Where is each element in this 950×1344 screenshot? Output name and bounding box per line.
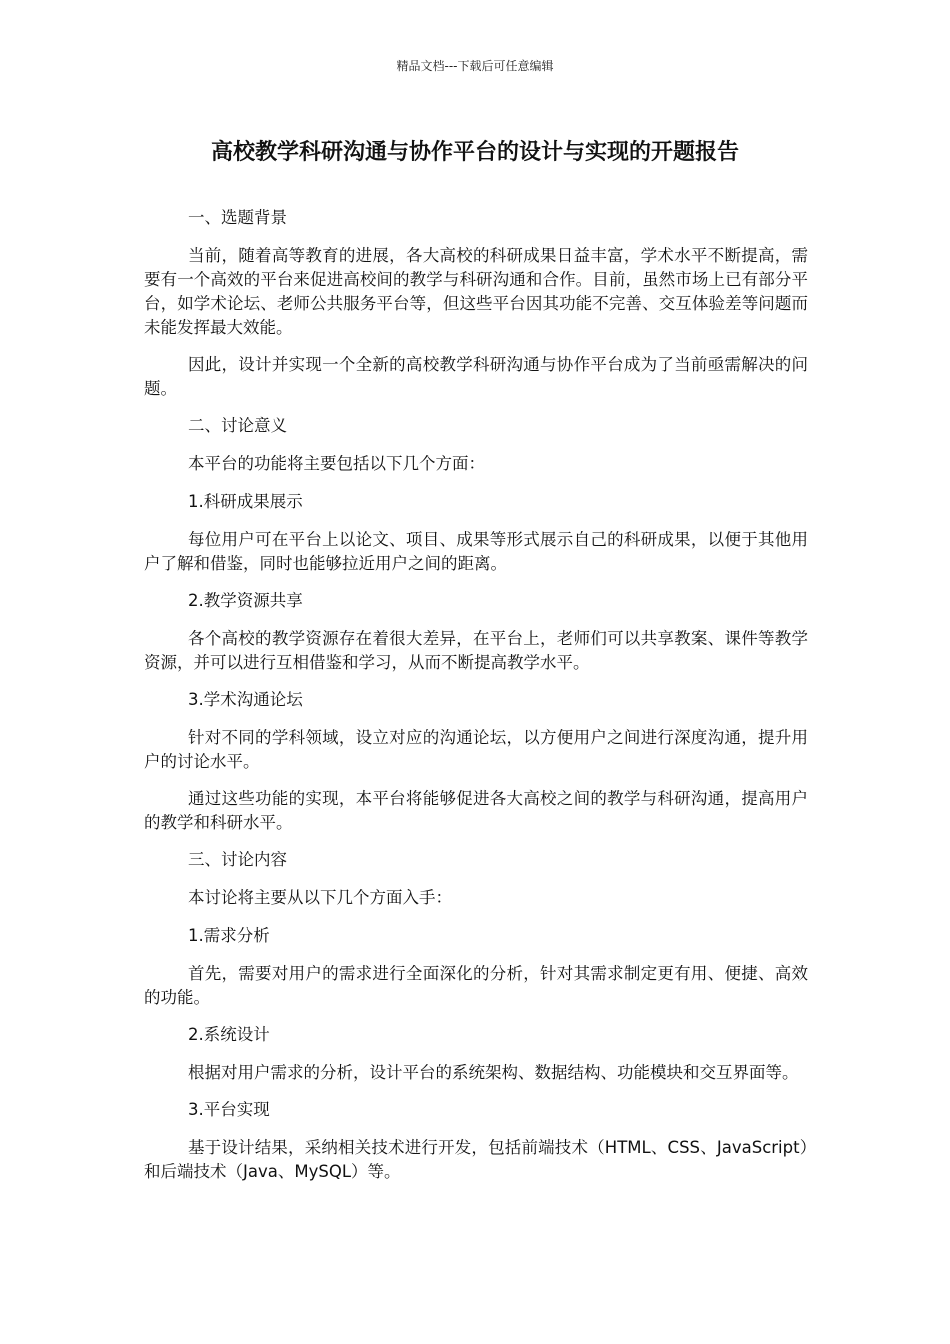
section-heading-background: 一、选题背景 bbox=[188, 208, 287, 227]
list-item-text-resource-sharing: 各个高校的教学资源存在着很大差异，在平台上，老师们可以共享教案、课件等教学资源，并可以进行互相借鉴和学习，从而不断提高教学水平。 bbox=[144, 629, 808, 672]
paragraph-significance-intro: 本平台的功能将主要包括以下几个方面： bbox=[188, 454, 485, 473]
list-item-title-academic-forum: 3.学术沟通论坛 bbox=[188, 690, 303, 709]
list-item-text-system-design: 根据对用户需求的分析，设计平台的系统架构、数据结构、功能模块和交互界面等。 bbox=[188, 1063, 799, 1082]
document-body bbox=[144, 206, 808, 1184]
section-heading-significance: 二、讨论意义 bbox=[188, 416, 287, 435]
page-header: 精品文档---下载后可任意编辑 bbox=[396, 59, 554, 73]
list-item-text-research-showcase: 每位用户可在平台上以论文、项目、成果等形式展示自己的科研成果，以便于其他用户了解和借鉴，同时也能够拉近用户之间的距离。 bbox=[144, 530, 808, 573]
section-heading-content: 三、讨论内容 bbox=[188, 850, 287, 869]
list-item-text-academic-forum: 针对不同的学科领域，设立对应的沟通论坛，以方便用户之间进行深度沟通，提升用户的讨论水平。 bbox=[144, 728, 808, 771]
paragraph-problem: 因此，设计并实现一个全新的高校教学科研沟通与协作平台成为了当前亟需解决的问题。 bbox=[144, 355, 808, 398]
paragraph-background: 当前，随着高等教育的进展，各大高校的科研成果日益丰富，学术水平不断提高，需要有一个高效的平台来促进高校间的教学与科研沟通和合作。目前，虽然市场上已有部分平台，如学术论坛、老师公共服务平台等，但这些平台因其功能不完善、交互体验差等问题而未能发挥最大效能。 bbox=[144, 246, 808, 337]
list-item-title-resource-sharing: 2.教学资源共享 bbox=[188, 591, 303, 610]
list-item-text-implementation: 基于设计结果，采纳相关技术进行开发，包括前端技术（HTML、CSS、JavaScript）和后端技术（Java、MySQL）等。 bbox=[144, 1138, 808, 1181]
list-item-title-implementation: 3.平台实现 bbox=[188, 1100, 270, 1119]
list-item-title-research-showcase: 1.科研成果展示 bbox=[188, 492, 303, 511]
paragraph-content-intro: 本讨论将主要从以下几个方面入手： bbox=[188, 888, 452, 907]
paragraph-significance-summary: 通过这些功能的实现，本平台将能够促进各大高校之间的教学与科研沟通，提高用户的教学和科研水平。 bbox=[144, 789, 808, 832]
list-item-title-requirements: 1.需求分析 bbox=[188, 926, 270, 945]
list-item-text-requirements: 首先，需要对用户的需求进行全面深化的分析，针对其需求制定更有用、便捷、高效的功能。 bbox=[144, 964, 808, 1007]
list-item-title-system-design: 2.系统设计 bbox=[188, 1025, 270, 1044]
document-title: 高校教学科研沟通与协作平台的设计与实现的开题报告 bbox=[210, 140, 739, 165]
